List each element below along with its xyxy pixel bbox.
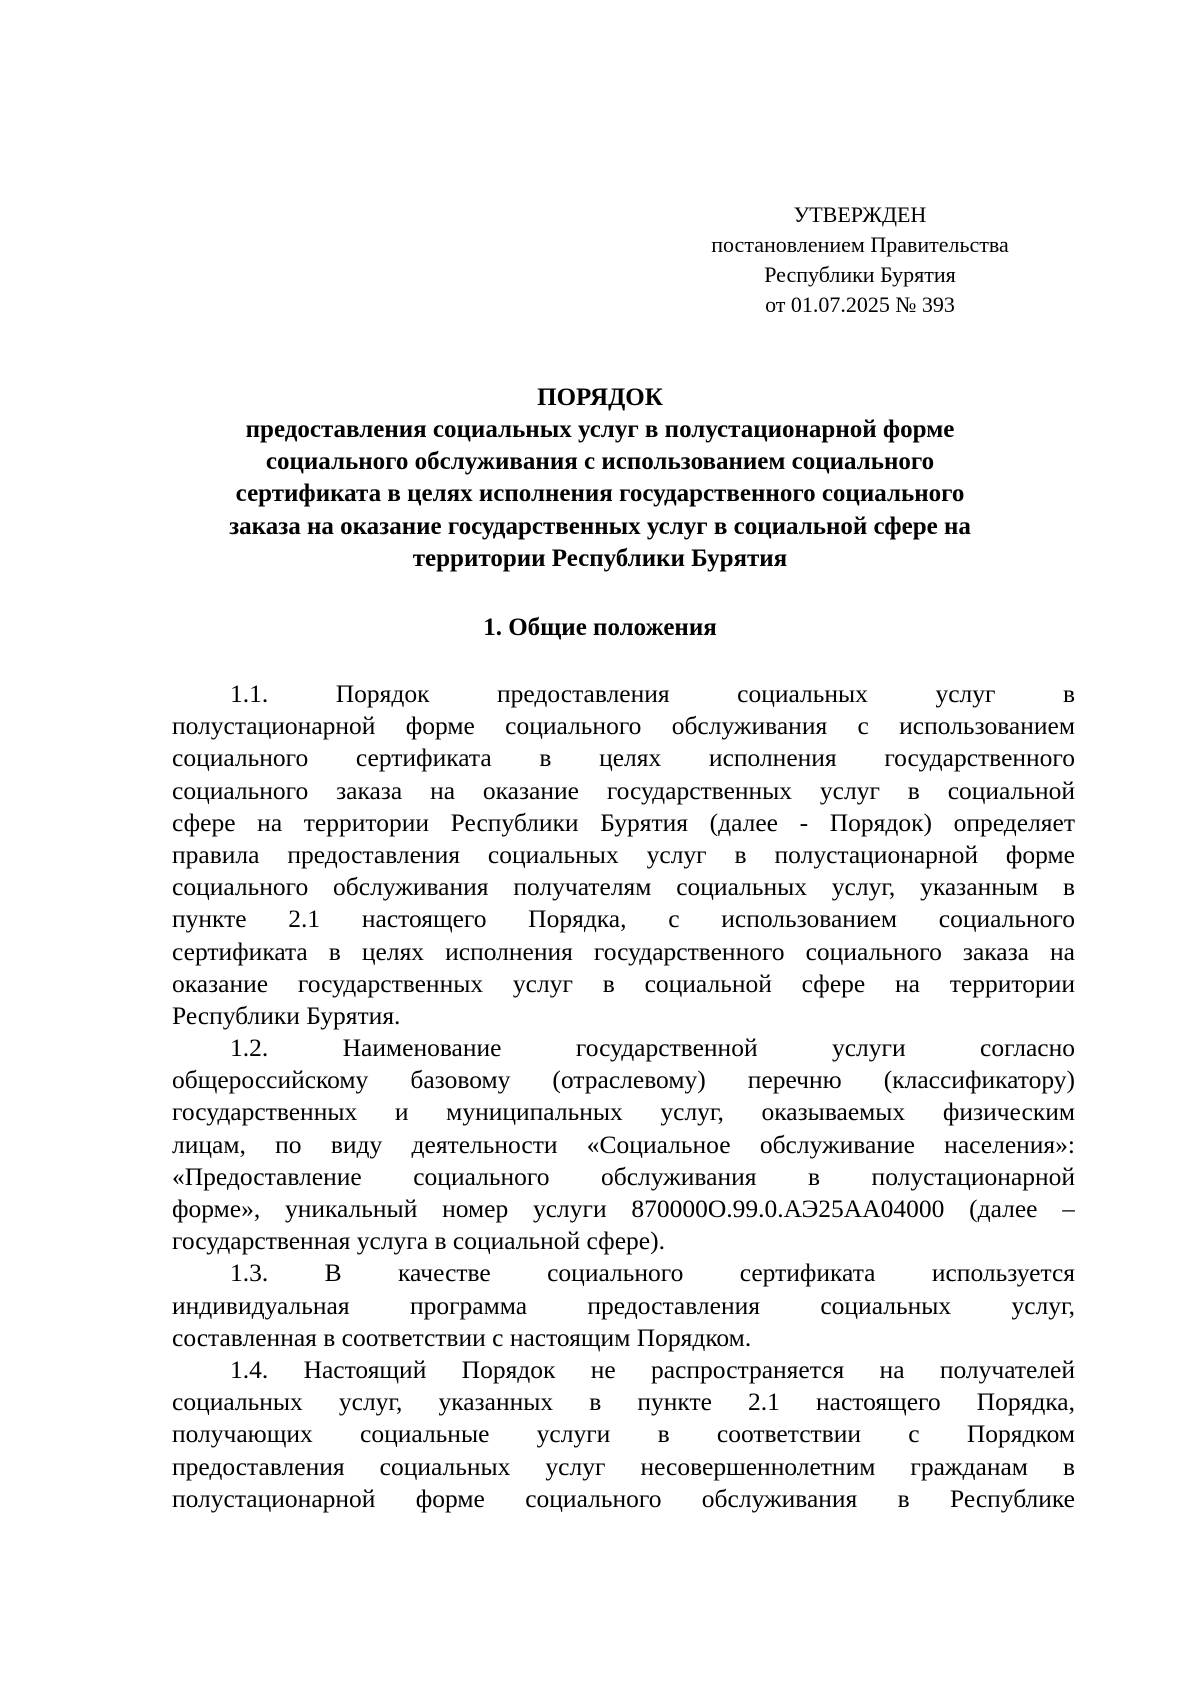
paragraph-line: полустационарной форме социального обслуживания с использованием	[172, 711, 1075, 741]
paragraph-line: социального обслуживания получателям социальных услуг, указанным в	[172, 872, 1075, 902]
approval-line: от 01.07.2025 № 393	[765, 292, 955, 317]
paragraph-line: 1.4. Настоящий Порядок не распространяется на получателей	[230, 1354, 1075, 1384]
paragraph-line: 1.1. Порядок предоставления социальных услуг в	[230, 679, 1075, 708]
paragraph-line: социального сертификата в целях исполнения государственного	[172, 743, 1075, 773]
approval-line: постановлением Правительства	[711, 232, 1009, 257]
document-title: ПОРЯДОК	[537, 384, 663, 411]
paragraph-line: государственных и муниципальных услуг, оказываемых физическим	[172, 1097, 1075, 1127]
approval-line: Республики Бурятия	[764, 262, 956, 287]
paragraph-line: сфере на территории Республики Бурятия (далее - Порядок) определяет	[172, 807, 1075, 837]
paragraph-line: оказание государственных услуг в социальной сфере на территории	[172, 968, 1075, 998]
paragraph-line: сертификата в целях исполнения государственного социального заказа на	[172, 936, 1075, 966]
subtitle-line: социального обслуживания с использованием социального	[265, 448, 935, 476]
paragraph-line: социальных услуг, указанных в пункте 2.1 настоящего Порядка,	[172, 1387, 1075, 1417]
paragraph-line: государственная услуга в социальной сфере).	[172, 1226, 665, 1256]
paragraph-line: полустационарной форме социального обслуживания в Республике	[172, 1483, 1075, 1513]
subtitle-line: сертификата в целях исполнения государственного социального	[235, 480, 965, 508]
subtitle-line: территории Республики Бурятия	[412, 544, 788, 572]
approval-stamp	[690, 200, 1030, 320]
document-body	[172, 678, 1075, 1515]
paragraph-line: предоставления социальных услуг несовершеннолетним гражданам в	[172, 1451, 1075, 1481]
paragraph-line: составленная в соответствии с настоящим Порядком.	[172, 1322, 752, 1352]
paragraph-line: общероссийскому базовому (отраслевому) перечню (классификатору)	[172, 1065, 1075, 1095]
paragraph-line: 1.2. Наименование государственной услуги согласно	[230, 1033, 1075, 1063]
paragraph-line: получающих социальные услуги в соответствии с Порядком	[172, 1419, 1075, 1449]
document-subtitle	[150, 414, 1050, 575]
paragraph-line: правила предоставления социальных услуг в полустационарной форме	[172, 839, 1075, 869]
subtitle-line: предоставления социальных услуг в полустационарной форме	[245, 416, 955, 443]
paragraph-line: форме», уникальный номер услуги 870000О.99.0.АЭ25АА04000 (далее –	[172, 1194, 1075, 1223]
subtitle-line: заказа на оказание государственных услуг в социальной сфере на	[229, 512, 971, 540]
paragraph-line: индивидуальная программа предоставления социальных услуг,	[172, 1290, 1075, 1320]
paragraph-line: социального заказа на оказание государственных услуг в социальной	[172, 775, 1075, 805]
paragraph-line: пункте 2.1 настоящего Порядка, с использованием социального	[172, 904, 1075, 934]
approval-line: УТВЕРЖДЕН	[793, 202, 927, 227]
paragraph-line: «Предоставление социального обслуживания в полустационарной	[172, 1161, 1075, 1191]
section-heading: 1. Общие положения	[483, 614, 717, 641]
paragraph-line: 1.3. В качестве социального сертификата используется	[230, 1258, 1075, 1288]
paragraph-line: лицам, по виду деятельности «Социальное обслуживание населения»:	[172, 1129, 1075, 1159]
paragraph-line: Республики Бурятия.	[172, 1000, 401, 1030]
